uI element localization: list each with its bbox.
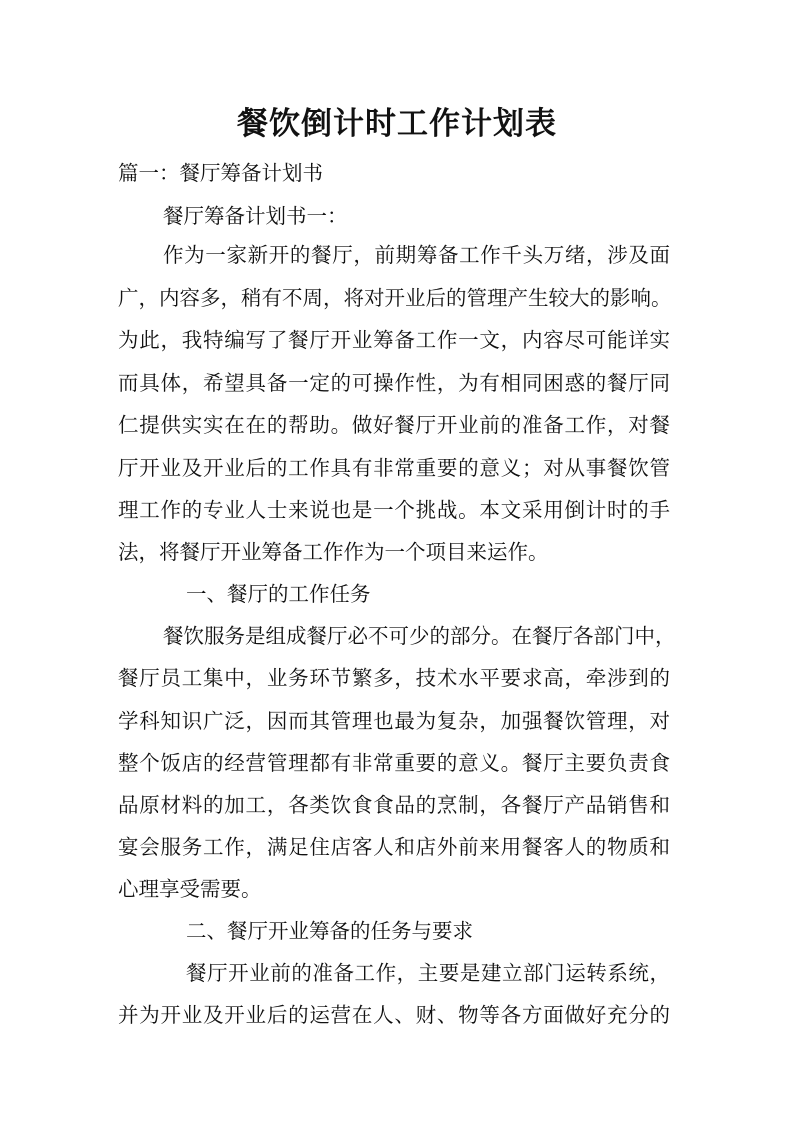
paragraph-line: 餐饮服务是组成餐厅必不可少的部分。在餐厅各部门中，	[163, 624, 676, 648]
paragraph-line: 厅开业及开业后的工作具有非常重要的意义；对从事餐饮管	[118, 456, 670, 480]
section-heading: 二、餐厅开业筹备的任务与要求	[186, 919, 473, 943]
paragraph-line: 而具体，希望具备一定的可操作性，为有相同困惑的餐厅同	[118, 371, 670, 395]
paragraph-line: 作为一家新开的餐厅，前期筹备工作千头万绪，涉及面	[163, 243, 670, 267]
paragraph-line: 品原材料的加工，各类饮食食品的烹制，各餐厅产品销售和	[118, 793, 670, 817]
paragraph-line: 整个饭店的经营管理都有非常重要的意义。餐厅主要负责食	[118, 751, 670, 775]
paragraph-line: 广，内容多，稍有不周，将对开业后的管理产生较大的影响。	[118, 286, 672, 310]
subheading: 餐厅筹备计划书一：	[163, 204, 348, 228]
paragraph-line: 仁提供实实在在的帮助。做好餐厅开业前的准备工作，对餐	[118, 413, 670, 437]
document-title: 餐饮倒计时工作计划表	[237, 106, 557, 142]
paragraph-line: 理工作的专业人士来说也是一个挑战。本文采用倒计时的手	[118, 498, 670, 522]
paragraph-line: 学科知识广泛，因而其管理也最为复杂，加强餐饮管理，对	[118, 709, 670, 733]
paragraph-line: 心理享受需要。	[118, 877, 262, 901]
paragraph-line: 法，将餐厅开业筹备工作作为一个项目来运作。	[118, 540, 549, 564]
section-heading: 篇一：餐厅筹备计划书	[118, 161, 323, 185]
paragraph-line: 为此，我特编写了餐厅开业筹备工作一文，内容尽可能详实	[118, 328, 670, 352]
paragraph-line: 宴会服务工作，满足住店客人和店外前来用餐客人的物质和	[118, 835, 670, 859]
paragraph-line: 餐厅员工集中，业务环节繁多，技术水平要求高，牵涉到的	[118, 666, 670, 690]
paragraph-line: 并为开业及开业后的运营在人、财、物等各方面做好充分的	[118, 1003, 670, 1027]
paragraph-line: 餐厅开业前的准备工作，主要是建立部门运转系统，	[186, 961, 670, 985]
section-heading: 一、餐厅的工作任务	[186, 582, 371, 606]
